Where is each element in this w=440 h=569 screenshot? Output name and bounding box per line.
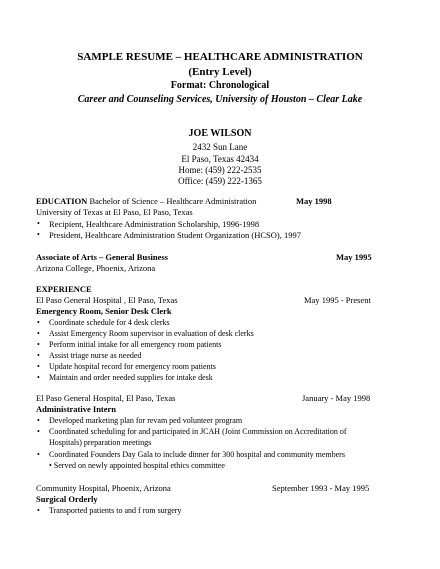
contact-street: 2432 Sun Lane bbox=[192, 142, 248, 152]
bullet: • bbox=[37, 506, 40, 515]
job-1-bullet-6: Maintain and order needed supplies for intake desk bbox=[49, 373, 213, 382]
job-3-employer: Community Hospital, Phoenix, Arizona bbox=[36, 483, 171, 493]
contact-city: El Paso, Texas 42434 bbox=[181, 154, 259, 164]
job-2-bullet-3: Coordinated Founders Day Gala to include dinner for 300 hospital and community members bbox=[49, 450, 345, 459]
education-bullet-2: President, Healthcare Administration Student Organization (HCSO), 1997 bbox=[49, 230, 301, 240]
resume-format: Format: Chronological bbox=[170, 80, 270, 91]
education-degree-1: Bachelor of Science – Healthcare Administration bbox=[89, 196, 257, 206]
bullet: • bbox=[37, 362, 40, 371]
bullet: • bbox=[37, 373, 40, 382]
contact-office-phone: Office: (459) 222-1365 bbox=[178, 176, 262, 186]
job-1-bullet-1: Coordinate schedule for 4 desk clerks bbox=[49, 318, 170, 327]
job-2-bullet-4: • Served on newly appointed hospital ethics committee bbox=[49, 461, 225, 470]
bullet: • bbox=[37, 329, 40, 338]
education-date-1: May 1998 bbox=[296, 196, 332, 206]
job-2-bullet-1: Developed marketing plan for revam ped volunteer program bbox=[49, 416, 243, 425]
job-3-title: Surgical Orderly bbox=[36, 494, 98, 504]
resume-source: Career and Counseling Services, University of Houston – Clear Lake bbox=[77, 94, 363, 105]
job-1-bullet-4: Assist triage nurse as needed bbox=[49, 351, 142, 360]
job-1-employer: El Paso General Hospital , El Paso, Texas bbox=[36, 295, 178, 305]
contact-name: JOE WILSON bbox=[188, 128, 252, 139]
education-degree-2: Associate of Arts – General Business bbox=[36, 252, 168, 262]
education-heading: EDUCATION bbox=[36, 196, 88, 206]
education-school-2: Arizona College, Phoenix, Arizona bbox=[36, 263, 156, 273]
bullet: • bbox=[37, 351, 40, 360]
resume-title: SAMPLE RESUME – HEALTHCARE ADMINISTRATION bbox=[77, 51, 363, 63]
experience-heading: EXPERIENCE bbox=[36, 284, 92, 294]
contact-home-phone: Home: (459) 222-2535 bbox=[178, 165, 262, 175]
bullet: • bbox=[37, 416, 40, 425]
job-1-title: Emergency Room, Senior Desk Clerk bbox=[36, 306, 172, 316]
job-1-dates: May 1995 - Present bbox=[304, 295, 371, 305]
job-1-bullet-3: Perform initial intake for all emergency room patients bbox=[49, 340, 222, 349]
job-2-bullet-2: Coordinated scheduling for and participated in JCAH (Joint Commission on Accreditation of bbox=[49, 427, 347, 436]
job-2-dates: January - May 1998 bbox=[302, 393, 371, 403]
job-1-bullet-5: Update hospital record for emergency room patients bbox=[49, 362, 216, 371]
job-3-bullet-1: Transported patients to and f rom surgery bbox=[49, 506, 182, 515]
bullet: • bbox=[37, 318, 40, 327]
job-2-employer: El Paso General Hospital, El Paso, Texas bbox=[36, 393, 176, 403]
education-date-2: May 1995 bbox=[336, 252, 372, 262]
bullet: • bbox=[37, 219, 40, 228]
bullet: • bbox=[37, 450, 40, 459]
resume-subtitle: (Entry Level) bbox=[188, 66, 252, 78]
job-1-bullet-2: Assist Emergency Room supervisor in evaluation of desk clerks bbox=[49, 329, 254, 338]
bullet: • bbox=[37, 340, 40, 349]
education-school-1: University of Texas at El Paso, El Paso, Texas bbox=[36, 207, 193, 217]
bullet: • bbox=[37, 230, 40, 239]
job-2-title: Administrative Intern bbox=[36, 404, 117, 414]
bullet: • bbox=[37, 427, 40, 436]
job-2-bullet-2-cont: Hospitals) preparation meetings bbox=[49, 438, 152, 447]
job-3-dates: September 1993 - May 1995 bbox=[272, 483, 370, 493]
education-row-1 bbox=[36, 197, 256, 206]
education-bullet-1: Recipient, Healthcare Administration Scholarship, 1996-1998 bbox=[49, 219, 260, 229]
